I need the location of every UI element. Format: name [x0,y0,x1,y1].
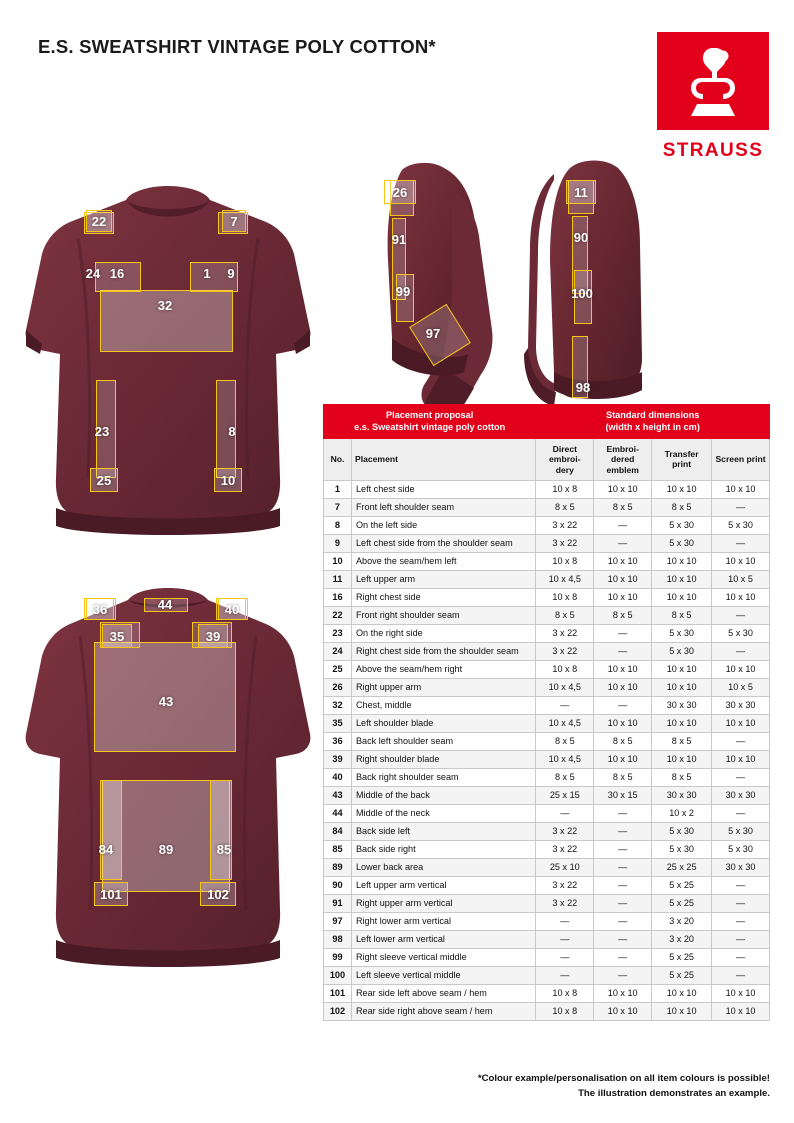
cell-transfer-print: 10 x 10 [652,570,712,588]
group-header-placement-line1: Placement proposal [386,410,474,420]
table-row [324,1002,770,1020]
cell-no: 85 [324,840,352,858]
cell-embroidered-emblem: — [594,912,652,930]
marker-36: 36 [86,598,114,620]
table-row [324,534,770,552]
cell-embroidered-emblem: 8 x 5 [594,606,652,624]
cell-placement: Right chest side from the shoulder seam [351,642,535,660]
cell-transfer-print: 8 x 5 [652,768,712,786]
cell-screen-print: — [712,642,770,660]
cell-placement: Middle of the neck [351,804,535,822]
cell-screen-print: — [712,966,770,984]
marker-32: 32 [157,297,173,313]
cell-no: 100 [324,966,352,984]
table-body [324,480,770,1020]
column-header-embroidered-emblem [594,439,652,481]
sweatshirt-front-svg [18,178,318,548]
table-row [324,822,770,840]
cell-placement: Middle of the back [351,786,535,804]
footnote-line-1: *Colour example/personalisation on all item colours is possible! [477,1073,770,1085]
cell-screen-print: — [712,804,770,822]
table-row [324,696,770,714]
cell-screen-print: 10 x 10 [712,984,770,1002]
cell-embroidered-emblem: 10 x 10 [594,984,652,1002]
table-row [324,840,770,858]
cell-placement: Left upper arm [351,570,535,588]
cell-transfer-print: 5 x 30 [652,516,712,534]
cell-no: 102 [324,1002,352,1020]
cell-no: 35 [324,714,352,732]
cell-transfer-print: 10 x 10 [652,678,712,696]
strauss-logo-icon [657,32,769,130]
cell-transfer-print: 5 x 30 [652,642,712,660]
marker-area-84 [100,780,122,880]
cell-transfer-print: 5 x 30 [652,534,712,552]
table-row [324,912,770,930]
cell-transfer-print: 3 x 20 [652,912,712,930]
cell-screen-print: 10 x 5 [712,678,770,696]
cell-placement: Lower back area [351,858,535,876]
column-header-transfer-print-label: Transfer print [664,449,699,470]
cell-direct-embroidery: 8 x 5 [536,606,594,624]
cell-placement: Right lower arm vertical [351,912,535,930]
cell-screen-print: 10 x 10 [712,660,770,678]
cell-embroidered-emblem: 10 x 10 [594,660,652,678]
cell-transfer-print: 3 x 20 [652,930,712,948]
cell-screen-print: 30 x 30 [712,786,770,804]
cell-screen-print: — [712,894,770,912]
cell-direct-embroidery: 10 x 8 [536,480,594,498]
sweatshirt-front-illustration [18,178,318,548]
marker-97: 97 [425,325,441,341]
cell-no: 9 [324,534,352,552]
table-row [324,660,770,678]
cell-placement: Right sleeve vertical middle [351,948,535,966]
cell-no: 43 [324,786,352,804]
cell-no: 32 [324,696,352,714]
cell-screen-print: — [712,930,770,948]
cell-no: 26 [324,678,352,696]
cell-direct-embroidery: 25 x 15 [536,786,594,804]
cell-no: 99 [324,948,352,966]
column-header-no-label: No. [330,454,345,465]
cell-placement: Above the seam/hem right [351,660,535,678]
column-header-transfer-print [652,439,712,481]
column-header-embroidered-emblem-line2: dered emblem [606,454,639,475]
cell-no: 7 [324,498,352,516]
cell-transfer-print: 10 x 10 [652,552,712,570]
cell-embroidered-emblem: — [594,822,652,840]
cell-transfer-print: 10 x 10 [652,588,712,606]
table-row [324,804,770,822]
cell-transfer-print: 8 x 5 [652,606,712,624]
cell-no: 23 [324,624,352,642]
cell-screen-print: 5 x 30 [712,516,770,534]
cell-no: 22 [324,606,352,624]
cell-direct-embroidery: 10 x 8 [536,552,594,570]
cell-embroidered-emblem: — [594,516,652,534]
group-header-placement-line2: e.s. Sweatshirt vintage poly cotton [354,421,506,432]
cell-placement: On the right side [351,624,535,642]
table-row [324,894,770,912]
cell-direct-embroidery: 8 x 5 [536,768,594,786]
cell-direct-embroidery: 3 x 22 [536,624,594,642]
column-header-placement [351,439,535,481]
cell-transfer-print: 5 x 25 [652,876,712,894]
column-header-no [324,439,352,481]
marker-99: 99 [395,283,411,299]
marker-43: 43 [158,693,174,709]
cell-screen-print: 10 x 10 [712,552,770,570]
cell-embroidered-emblem: — [594,858,652,876]
cell-transfer-print: 25 x 25 [652,858,712,876]
cell-screen-print: 10 x 10 [712,480,770,498]
table-row [324,570,770,588]
cell-placement: Back left shoulder seam [351,732,535,750]
marker-84: 84 [98,841,114,857]
table-row [324,732,770,750]
cell-placement: Front right shoulder seam [351,606,535,624]
cell-no: 11 [324,570,352,588]
cell-transfer-print: 10 x 10 [652,1002,712,1020]
table-row [324,516,770,534]
table-row [324,930,770,948]
table-row [324,642,770,660]
cell-transfer-print: 10 x 10 [652,984,712,1002]
cell-transfer-print: 10 x 10 [652,660,712,678]
cell-screen-print: — [712,732,770,750]
cell-embroidered-emblem: 10 x 10 [594,678,652,696]
table-row [324,606,770,624]
cell-placement: Right shoulder blade [351,750,535,768]
marker-40: 40 [218,598,246,620]
table-row [324,480,770,498]
cell-no: 1 [324,480,352,498]
marker-9: 9 [227,265,235,281]
column-header-embroidered-emblem-line1: Embroi- [606,444,639,454]
cell-screen-print: 30 x 30 [712,858,770,876]
cell-no: 98 [324,930,352,948]
table-row [324,858,770,876]
cell-embroidered-emblem: — [594,642,652,660]
cell-direct-embroidery: 10 x 4,5 [536,570,594,588]
marker-24: 24 [85,265,101,281]
cell-direct-embroidery: — [536,948,594,966]
cell-direct-embroidery: — [536,804,594,822]
cell-placement: Left upper arm vertical [351,876,535,894]
cell-no: 39 [324,750,352,768]
page-title: E.S. SWEATSHIRT VINTAGE POLY COTTON* [38,36,436,57]
cell-no: 97 [324,912,352,930]
cell-transfer-print: 8 x 5 [652,732,712,750]
cell-screen-print: 5 x 30 [712,822,770,840]
cell-direct-embroidery: 10 x 4,5 [536,714,594,732]
table-group-header-row [324,405,770,439]
marker-22: 22 [86,210,112,232]
cell-screen-print: — [712,768,770,786]
group-header-placement [324,405,536,439]
column-header-screen-print-label: Screen print [715,454,766,465]
marker-101: 101 [94,882,128,906]
cell-embroidered-emblem: — [594,966,652,984]
marker-89: 89 [158,841,174,857]
cell-direct-embroidery: 3 x 22 [536,840,594,858]
cell-embroidered-emblem: — [594,534,652,552]
placement-table-wrapper [323,404,770,1021]
cell-no: 89 [324,858,352,876]
cell-direct-embroidery: 3 x 22 [536,516,594,534]
cell-embroidered-emblem: — [594,894,652,912]
table-row [324,552,770,570]
sweatshirt-back-illustration [18,580,318,980]
cell-embroidered-emblem: — [594,948,652,966]
cell-embroidered-emblem: — [594,840,652,858]
cell-placement: On the left side [351,516,535,534]
cell-no: 24 [324,642,352,660]
table-row [324,876,770,894]
marker-23: 23 [94,423,110,439]
cell-direct-embroidery: 8 x 5 [536,732,594,750]
cell-screen-print: 5 x 30 [712,624,770,642]
cell-direct-embroidery: 10 x 8 [536,660,594,678]
cell-embroidered-emblem: 10 x 10 [594,750,652,768]
cell-direct-embroidery: — [536,966,594,984]
cell-no: 44 [324,804,352,822]
cell-no: 101 [324,984,352,1002]
cell-no: 8 [324,516,352,534]
group-header-dimensions-line1: Standard dimensions [605,410,700,420]
cell-transfer-print: 10 x 10 [652,480,712,498]
marker-10: 10 [214,468,242,492]
cell-embroidered-emblem: — [594,930,652,948]
column-header-direct-embroidery-line2: dery [555,464,574,475]
cell-no: 16 [324,588,352,606]
cell-screen-print: — [712,606,770,624]
cell-screen-print: 10 x 5 [712,570,770,588]
cell-no: 84 [324,822,352,840]
cell-transfer-print: 5 x 25 [652,966,712,984]
cell-screen-print: 30 x 30 [712,696,770,714]
marker-8: 8 [228,423,236,439]
cell-no: 40 [324,768,352,786]
marker-1: 1 [203,265,211,281]
table-column-header-row [324,439,770,481]
cell-embroidered-emblem: 10 x 10 [594,588,652,606]
cell-screen-print: — [712,534,770,552]
cell-embroidered-emblem: — [594,624,652,642]
strauss-logo [657,32,769,130]
cell-no: 91 [324,894,352,912]
cell-no: 90 [324,876,352,894]
cell-transfer-print: 5 x 30 [652,624,712,642]
table-row [324,714,770,732]
cell-direct-embroidery: 3 x 22 [536,822,594,840]
cell-placement: Left sleeve vertical middle [351,966,535,984]
marker-area-85 [210,780,232,880]
marker-91: 91 [391,231,407,247]
marker-100: 100 [571,285,593,301]
marker-39: 39 [198,624,228,648]
marker-90: 90 [573,229,589,245]
placement-table [323,404,770,1021]
marker-44: 44 [157,596,173,612]
cell-direct-embroidery: 10 x 8 [536,1002,594,1020]
cell-direct-embroidery: 3 x 22 [536,876,594,894]
cell-embroidered-emblem: 8 x 5 [594,768,652,786]
cell-placement: Right upper arm [351,678,535,696]
table-row [324,948,770,966]
cell-screen-print: 10 x 10 [712,714,770,732]
brand-wordmark: STRAUSS [662,140,764,161]
table-row [324,588,770,606]
cell-screen-print: — [712,948,770,966]
cell-no: 25 [324,660,352,678]
marker-35: 35 [102,624,132,648]
cell-embroidered-emblem: 30 x 15 [594,786,652,804]
footnote-line-2: The illustration demonstrates an example. [578,1087,770,1099]
marker-11: 11 [566,180,596,204]
cell-placement: Above the seam/hem left [351,552,535,570]
cell-placement: Rear side left above seam / hem [351,984,535,1002]
cell-embroidered-emblem: 8 x 5 [594,498,652,516]
cell-embroidered-emblem: 10 x 10 [594,1002,652,1020]
cell-direct-embroidery: 10 x 4,5 [536,678,594,696]
column-header-screen-print [712,439,770,481]
cell-screen-print: 10 x 10 [712,588,770,606]
cell-direct-embroidery: 10 x 4,5 [536,750,594,768]
cell-direct-embroidery: 3 x 22 [536,642,594,660]
cell-embroidered-emblem: 10 x 10 [594,552,652,570]
table-row [324,498,770,516]
cell-no: 10 [324,552,352,570]
marker-102: 102 [200,882,236,906]
group-header-dimensions [536,405,770,439]
cell-transfer-print: 30 x 30 [652,696,712,714]
marker-25: 25 [90,468,118,492]
cell-transfer-print: 5 x 25 [652,894,712,912]
marker-7: 7 [222,210,246,232]
cell-screen-print: — [712,498,770,516]
marker-98: 98 [575,379,591,395]
cell-direct-embroidery: 25 x 10 [536,858,594,876]
cell-screen-print: 10 x 10 [712,1002,770,1020]
cell-placement: Front left shoulder seam [351,498,535,516]
cell-transfer-print: 10 x 10 [652,750,712,768]
cell-no: 36 [324,732,352,750]
table-row [324,768,770,786]
cell-direct-embroidery: 10 x 8 [536,984,594,1002]
cell-embroidered-emblem: 10 x 10 [594,570,652,588]
cell-transfer-print: 8 x 5 [652,498,712,516]
cell-direct-embroidery: — [536,930,594,948]
cell-transfer-print: 5 x 30 [652,822,712,840]
cell-placement: Right chest side [351,588,535,606]
cell-embroidered-emblem: 8 x 5 [594,732,652,750]
cell-transfer-print: 10 x 10 [652,714,712,732]
marker-85: 85 [216,841,232,857]
cell-placement: Back right shoulder seam [351,768,535,786]
marker-26: 26 [384,180,416,204]
cell-transfer-print: 30 x 30 [652,786,712,804]
table-row [324,984,770,1002]
column-header-placement-label: Placement [354,454,398,465]
table-row [324,966,770,984]
cell-screen-print: 10 x 10 [712,750,770,768]
cell-placement: Left shoulder blade [351,714,535,732]
cell-embroidered-emblem: 10 x 10 [594,714,652,732]
cell-direct-embroidery: 3 x 22 [536,534,594,552]
table-row [324,786,770,804]
marker-16: 16 [109,265,125,281]
table-row [324,750,770,768]
cell-screen-print: — [712,876,770,894]
cell-placement: Left lower arm vertical [351,930,535,948]
cell-placement: Left chest side from the shoulder seam [351,534,535,552]
table-head [324,405,770,481]
cell-direct-embroidery: 3 x 22 [536,894,594,912]
cell-placement: Left chest side [351,480,535,498]
cell-screen-print: — [712,912,770,930]
footnote [478,1072,770,1101]
cell-direct-embroidery: 10 x 8 [536,588,594,606]
group-header-dimensions-line2: (width x height in cm) [605,421,700,432]
cell-placement: Rear side right above seam / hem [351,1002,535,1020]
cell-placement: Back side right [351,840,535,858]
cell-embroidered-emblem: — [594,696,652,714]
cell-direct-embroidery: 8 x 5 [536,498,594,516]
cell-screen-print: 5 x 30 [712,840,770,858]
cell-embroidered-emblem: — [594,804,652,822]
cell-placement: Right upper arm vertical [351,894,535,912]
cell-embroidered-emblem: 10 x 10 [594,480,652,498]
cell-placement: Chest, middle [351,696,535,714]
cell-transfer-print: 10 x 2 [652,804,712,822]
cell-direct-embroidery: — [536,912,594,930]
table-row [324,678,770,696]
cell-transfer-print: 5 x 25 [652,948,712,966]
cell-transfer-print: 5 x 30 [652,840,712,858]
column-header-direct-embroidery-line1: Direct embroi- [549,444,581,465]
cell-placement: Back side left [351,822,535,840]
table-row [324,624,770,642]
cell-embroidered-emblem: — [594,876,652,894]
column-header-direct-embroidery [536,439,594,481]
cell-direct-embroidery: — [536,696,594,714]
